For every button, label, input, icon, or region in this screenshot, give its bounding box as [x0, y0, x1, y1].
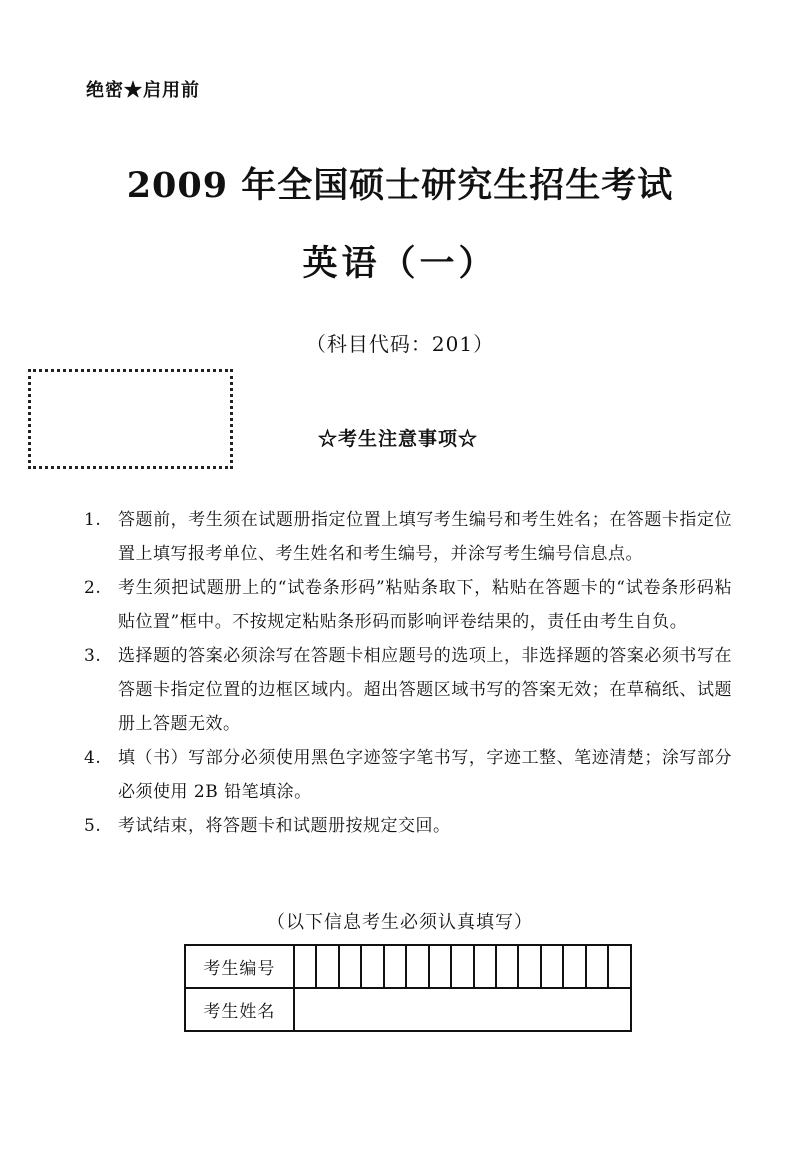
candidate-id-digit-cell[interactable] [586, 945, 608, 988]
notice-item-text: 考试结束，将答题卡和试题册按规定交回。 [118, 816, 451, 836]
barcode-placement-box [28, 369, 233, 469]
notice-item-number: 1. [84, 510, 102, 530]
candidate-id-digit-cell[interactable] [429, 945, 451, 988]
candidate-id-digit-cell[interactable] [608, 945, 631, 988]
candidate-name-row [185, 988, 631, 1031]
candidate-name-field[interactable] [294, 988, 631, 1031]
notice-item-2 [84, 571, 732, 639]
notice-item-number: 5. [84, 816, 102, 836]
candidate-id-digit-cell[interactable] [406, 945, 428, 988]
fill-instruction: （以下信息考生必须认真填写） [267, 912, 533, 933]
candidate-id-row [185, 945, 631, 988]
candidate-name-label: 考生姓名 [185, 988, 294, 1031]
notice-item-1 [84, 503, 732, 571]
notice-item-text: 选择题的答案必须涂写在答题卡相应题号的选项上，非选择题的答案必须书写在答题卡指定位置的边框区域内。超出答题区域书写的答案无效；在草稿纸、试题册上答题无效。 [118, 646, 732, 734]
notice-item-number: 4. [84, 748, 102, 768]
notice-item-4 [84, 741, 732, 809]
confidentiality-mark: 绝密★启用前 [86, 80, 200, 101]
notice-item-text: 答题前，考生须在试题册指定位置上填写考生编号和考生姓名；在答题卡指定位置上填写报考单位、考生姓名和考生编号，并涂写考生编号信息点。 [118, 510, 732, 564]
subject-code: （科目代码：201） [305, 332, 495, 356]
candidate-id-digit-cell[interactable] [361, 945, 383, 988]
candidate-id-digit-cell[interactable] [518, 945, 540, 988]
notice-list [84, 503, 732, 843]
candidate-id-digit-cell[interactable] [339, 945, 361, 988]
candidate-info-table [184, 944, 632, 1032]
candidate-id-label: 考生编号 [185, 945, 294, 988]
candidate-id-digit-cell[interactable] [496, 945, 518, 988]
candidate-id-digit-cell[interactable] [316, 945, 338, 988]
candidate-id-digit-cell[interactable] [563, 945, 585, 988]
candidate-id-digit-cell[interactable] [451, 945, 473, 988]
notice-heading: ☆考生注意事项☆ [318, 428, 479, 450]
notice-item-5 [84, 809, 732, 843]
notice-item-number: 2. [84, 578, 102, 598]
candidate-id-digit-cell[interactable] [294, 945, 316, 988]
notice-item-3 [84, 639, 732, 741]
candidate-id-digit-cell[interactable] [474, 945, 496, 988]
candidate-id-digit-cell[interactable] [384, 945, 406, 988]
notice-item-text: 考生须把试题册上的“试卷条形码”粘贴条取下，粘贴在答题卡的“试卷条形码粘贴位置”框中。不按规定粘贴条形码而影响评卷结果的，责任由考生自负。 [118, 578, 732, 632]
notice-item-text: 填（书）写部分必须使用黑色字迹签字笔书写，字迹工整、笔迹清楚；涂写部分必须使用 2B 铅笔填涂。 [118, 748, 732, 802]
candidate-id-digit-cell[interactable] [541, 945, 563, 988]
subject-title: 英语（一） [302, 243, 498, 284]
exam-title: 2009 年全国硕士研究生招生考试 [126, 165, 674, 206]
notice-item-number: 3. [84, 646, 102, 666]
